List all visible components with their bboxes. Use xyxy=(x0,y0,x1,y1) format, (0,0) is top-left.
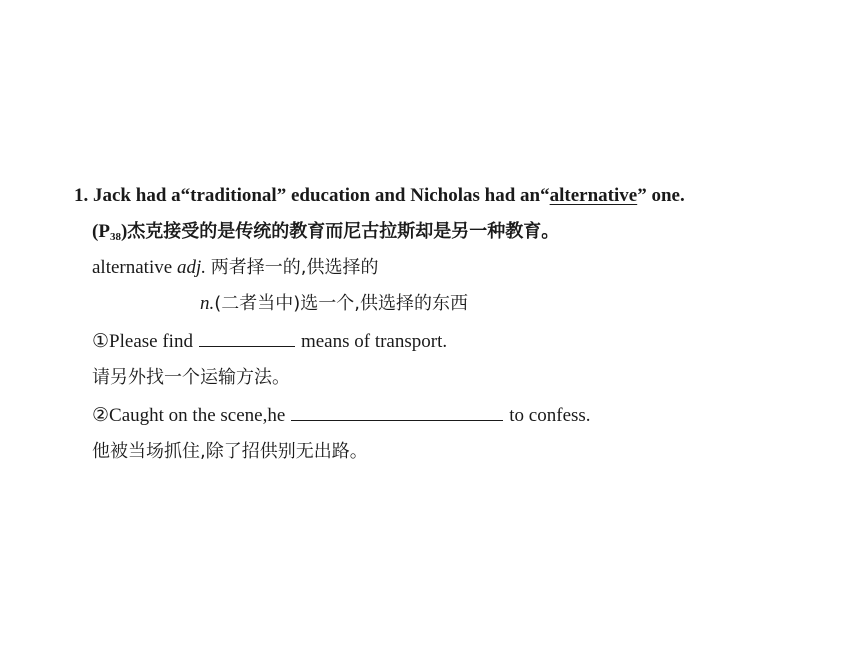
exercise-2-translation: 他被当场抓住,除了招供别无出路。 xyxy=(92,441,368,462)
item-number: 1. xyxy=(74,185,89,206)
page-reference: $(P_{38})$ xyxy=(92,221,128,243)
definition-adj xyxy=(92,256,378,280)
pos-noun: n. xyxy=(200,293,215,314)
exercise-2 xyxy=(92,402,591,428)
exercise-1-marker: ① xyxy=(92,331,110,352)
exercise-2-blank[interactable] xyxy=(291,402,503,421)
sentence-part-1: Jack had a“traditional” education and Nicholas had an“ xyxy=(93,185,550,206)
sentence-part-2: ” one. xyxy=(637,185,685,206)
definition-word: alternative xyxy=(92,257,173,278)
exercise-2-marker: ② xyxy=(92,405,110,426)
exercise-2-after: to confess. xyxy=(509,405,591,426)
exercise-1-blank[interactable] xyxy=(199,328,295,347)
meaning-adj: 两者择一的,供选择的 xyxy=(210,257,379,278)
exercise-1 xyxy=(92,328,447,354)
exercise-2-before: Caught on the scene,he xyxy=(109,405,286,426)
meaning-noun: (二者当中)选一个,供选择的东西 xyxy=(214,293,469,314)
exercise-1-after: means of transport. xyxy=(300,331,448,352)
exercise-1-translation: 请另外找一个运输方法。 xyxy=(92,367,290,388)
exercise-1-before: Please find xyxy=(109,331,193,352)
item-sentence xyxy=(74,184,685,208)
highlight-word: alternative xyxy=(549,185,638,206)
item-translation: 杰克接受的是传统的教育而尼古拉斯却是另一种教育。 xyxy=(127,221,560,242)
item-translation-line xyxy=(92,220,559,249)
definition-noun xyxy=(200,292,468,316)
pos-adj: adj. xyxy=(176,257,206,278)
